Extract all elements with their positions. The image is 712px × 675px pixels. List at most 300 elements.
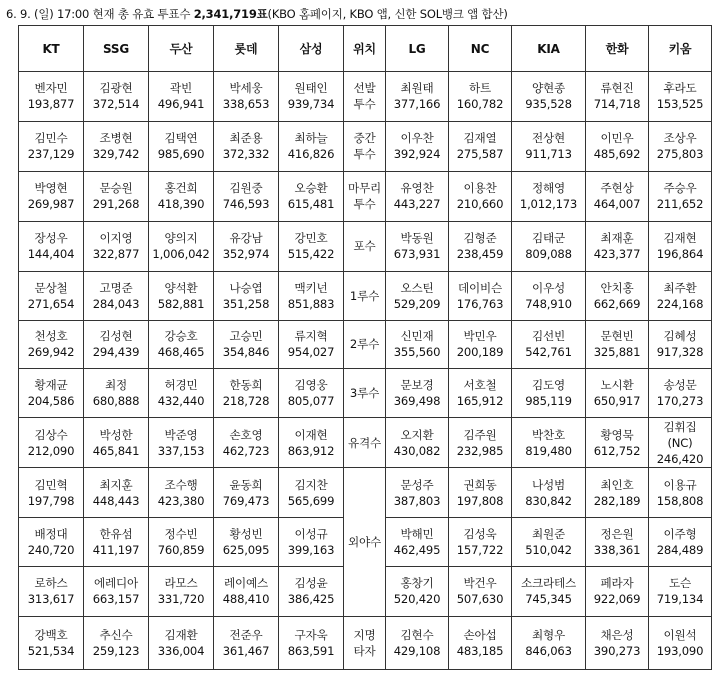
player-cell: [512, 616, 586, 669]
table-row: [19, 369, 712, 418]
player-name: 문보경: [400, 378, 434, 393]
player-cell: [214, 221, 279, 271]
player-cell: [512, 518, 586, 567]
player-cell: [512, 121, 586, 171]
player-votes: 153,525: [656, 97, 704, 112]
player-name: 박영현: [34, 181, 68, 196]
player-votes: 338,653: [222, 97, 270, 112]
player-cell: [386, 72, 449, 122]
player-votes: 542,761: [525, 345, 572, 360]
player-votes: 259,123: [92, 643, 140, 658]
player-cell: [386, 616, 449, 669]
player-votes: 158,808: [656, 493, 704, 508]
player-votes: 464,007: [593, 197, 641, 212]
player-name: 레이예스: [224, 576, 268, 591]
player-name: 김민수: [34, 131, 68, 146]
player-votes: 411,197: [92, 543, 140, 558]
player-name: 조수행: [164, 477, 198, 492]
player-votes: 745,345: [525, 592, 572, 607]
player-cell: [214, 567, 279, 617]
player-cell: [386, 468, 449, 518]
player-votes: 212,090: [27, 443, 75, 458]
player-votes: 819,480: [525, 443, 572, 458]
player-cell: [279, 418, 344, 468]
player-cell: [512, 369, 586, 418]
player-name: 김현수: [400, 627, 434, 642]
player-votes: 193,877: [27, 97, 75, 112]
player-cell: [214, 72, 279, 122]
player-votes: 351,258: [222, 296, 270, 311]
player-votes: 521,534: [27, 643, 75, 658]
player-name: 오스틴: [400, 280, 434, 295]
player-name: 송성문: [663, 378, 697, 393]
player-cell: [386, 221, 449, 271]
player-name: 문승원: [99, 181, 133, 196]
player-name: 이원석: [663, 627, 697, 642]
player-cell: [649, 567, 712, 617]
player-votes: 939,734: [287, 97, 335, 112]
player-votes: 232,985: [456, 443, 504, 458]
player-votes: 496,941: [157, 97, 205, 112]
player-name: 최주환: [663, 280, 697, 295]
player-votes: 176,763: [456, 296, 504, 311]
player-cell: [149, 418, 214, 468]
player-votes: 331,720: [157, 592, 205, 607]
player-name: 박건우: [463, 576, 497, 591]
player-name: 로하스: [34, 576, 68, 591]
player-name: 이민우: [600, 131, 634, 146]
player-cell: [149, 616, 214, 669]
player-votes: 429,108: [393, 643, 441, 658]
player-name: 김휘집 (NC): [663, 419, 697, 450]
player-votes: 510,042: [525, 543, 572, 558]
player-votes: 582,881: [157, 296, 205, 311]
player-votes: 846,063: [525, 643, 572, 658]
player-cell: [149, 518, 214, 567]
column-header: KIA: [512, 26, 586, 72]
player-name: 박세웅: [229, 81, 263, 96]
player-cell: [512, 171, 586, 221]
player-cell: [149, 121, 214, 171]
player-name: 라모스: [164, 576, 198, 591]
player-votes: 418,390: [157, 197, 205, 212]
player-name: 이용찬: [463, 181, 497, 196]
player-votes: 352,974: [222, 247, 270, 262]
player-cell: [449, 616, 512, 669]
player-cell: [149, 468, 214, 518]
player-cell: [84, 171, 149, 221]
player-name: 홍창기: [400, 576, 434, 591]
player-name: 홍건희: [164, 181, 198, 196]
player-votes: 354,846: [222, 345, 270, 360]
player-name: 서호철: [463, 378, 497, 393]
player-votes: 760,859: [157, 543, 205, 558]
player-cell: [19, 72, 84, 122]
player-name: 김선빈: [532, 329, 565, 344]
player-votes: 399,163: [287, 543, 335, 558]
player-name: 곽빈: [170, 81, 192, 96]
player-cell: [586, 72, 649, 122]
player-name: 페라자: [600, 576, 634, 591]
player-cell: [386, 369, 449, 418]
player-name: 정수빈: [164, 527, 198, 542]
player-cell: [649, 518, 712, 567]
player-cell: [279, 616, 344, 669]
player-name: 강백호: [34, 627, 68, 642]
player-cell: [19, 616, 84, 669]
player-cell: [649, 171, 712, 221]
column-header: LG: [386, 26, 449, 72]
player-cell: [449, 418, 512, 468]
player-cell: [649, 221, 712, 271]
player-name: 이우찬: [400, 131, 434, 146]
player-cell: [214, 418, 279, 468]
position-cell: 선발 투수: [344, 72, 386, 122]
player-cell: [214, 121, 279, 171]
player-votes: 165,912: [456, 394, 504, 409]
player-name: 양현종: [532, 81, 565, 96]
player-votes: 387,803: [393, 493, 441, 508]
player-votes: 204,586: [27, 394, 75, 409]
player-name: 조병현: [99, 131, 133, 146]
player-votes: 170,273: [656, 394, 704, 409]
player-votes: 322,877: [92, 247, 140, 262]
player-votes: 329,742: [92, 147, 140, 162]
player-votes: 911,713: [525, 147, 572, 162]
player-name: 소크라테스: [521, 576, 576, 591]
player-name: 정해영: [532, 181, 565, 196]
player-votes: 211,652: [656, 197, 704, 212]
player-votes: 462,723: [222, 443, 270, 458]
player-votes: 448,443: [92, 493, 140, 508]
player-name: 박준영: [164, 427, 198, 442]
player-cell: [84, 468, 149, 518]
player-cell: [386, 418, 449, 468]
player-votes: 663,157: [92, 592, 140, 607]
player-votes: 748,910: [525, 296, 572, 311]
player-name: 박해민: [400, 527, 434, 542]
player-cell: [649, 121, 712, 171]
player-cell: [586, 271, 649, 320]
player-name: 문현빈: [600, 329, 634, 344]
player-votes: 200,189: [456, 345, 504, 360]
player-name: 최하늘: [294, 131, 328, 146]
player-votes: 769,473: [222, 493, 270, 508]
player-name: 이재현: [294, 427, 328, 442]
player-cell: [586, 320, 649, 369]
player-name: 박성한: [99, 427, 133, 442]
player-votes: 662,669: [593, 296, 641, 311]
all-star-vote-table: [18, 25, 712, 670]
player-votes: 830,842: [525, 493, 572, 508]
header-prefix: 6. 9. (일) 17:00 현재 총 유효 투표수: [6, 7, 194, 21]
player-votes: 282,189: [593, 493, 641, 508]
position-cell: 2루수: [344, 320, 386, 369]
player-cell: [19, 121, 84, 171]
player-name: 전준우: [229, 627, 263, 642]
player-name: 최정: [105, 378, 127, 393]
position-cell: 유격수: [344, 418, 386, 468]
position-cell: 중간 투수: [344, 121, 386, 171]
player-votes: 615,481: [287, 197, 335, 212]
player-cell: [84, 320, 149, 369]
column-header: SSG: [84, 26, 149, 72]
player-cell: [449, 271, 512, 320]
player-votes: 423,377: [593, 247, 641, 262]
player-cell: [84, 518, 149, 567]
player-name: 하트: [469, 81, 491, 96]
player-cell: [449, 121, 512, 171]
player-name: 천성호: [34, 329, 68, 344]
player-votes: 673,931: [393, 247, 441, 262]
player-votes: 337,153: [157, 443, 205, 458]
player-votes: 809,088: [525, 247, 572, 262]
player-cell: [84, 616, 149, 669]
player-votes: 313,617: [27, 592, 75, 607]
player-name: 신민재: [400, 329, 434, 344]
player-votes: 197,808: [456, 493, 504, 508]
player-votes: 157,722: [456, 543, 504, 558]
player-name: 최인호: [600, 477, 634, 492]
player-votes: 372,514: [92, 97, 140, 112]
player-votes: 423,380: [157, 493, 205, 508]
player-votes: 218,728: [222, 394, 270, 409]
player-name: 벤자민: [34, 81, 68, 96]
player-name: 김원중: [229, 181, 263, 196]
player-cell: [84, 567, 149, 617]
player-cell: [512, 72, 586, 122]
player-cell: [214, 616, 279, 669]
player-cell: [449, 171, 512, 221]
player-cell: [386, 121, 449, 171]
player-cell: [279, 121, 344, 171]
player-cell: [279, 369, 344, 418]
player-votes: 284,489: [656, 543, 704, 558]
column-header: 한화: [586, 26, 649, 72]
player-votes: 160,782: [456, 97, 504, 112]
player-cell: [586, 418, 649, 468]
player-votes: 485,692: [593, 147, 641, 162]
player-name: 손아섭: [463, 627, 497, 642]
player-name: 손호영: [229, 427, 263, 442]
player-name: 김성욱: [463, 527, 497, 542]
player-name: 허경민: [164, 378, 198, 393]
column-header: 키움: [649, 26, 712, 72]
player-votes: 863,912: [287, 443, 335, 458]
player-name: 최형우: [532, 627, 565, 642]
player-name: 박민우: [463, 329, 497, 344]
table-row: [19, 221, 712, 271]
player-name: 문상철: [34, 280, 68, 295]
player-votes: 224,168: [656, 296, 704, 311]
player-cell: [19, 468, 84, 518]
player-votes: 954,027: [287, 345, 335, 360]
player-votes: 238,459: [456, 247, 504, 262]
player-name: 강승호: [164, 329, 198, 344]
player-name: 김재환: [164, 627, 198, 642]
column-header: 삼성: [279, 26, 344, 72]
player-votes: 416,826: [287, 147, 335, 162]
position-cell: 1루수: [344, 271, 386, 320]
player-name: 강민호: [294, 231, 328, 246]
column-header: 두산: [149, 26, 214, 72]
player-name: 김재현: [663, 231, 697, 246]
player-cell: [19, 369, 84, 418]
player-cell: [649, 418, 712, 468]
player-votes: 338,361: [593, 543, 641, 558]
player-votes: 529,209: [393, 296, 441, 311]
player-name: 김성현: [99, 329, 133, 344]
player-cell: [279, 72, 344, 122]
player-cell: [279, 320, 344, 369]
player-cell: [449, 468, 512, 518]
player-votes: 193,090: [656, 643, 704, 658]
player-cell: [214, 320, 279, 369]
player-cell: [586, 221, 649, 271]
player-name: 박찬호: [532, 427, 565, 442]
table-row: [19, 171, 712, 221]
position-cell: 포수: [344, 221, 386, 271]
player-cell: [149, 369, 214, 418]
player-cell: [586, 369, 649, 418]
player-name: 나승엽: [229, 280, 263, 295]
player-cell: [649, 320, 712, 369]
player-name: 김광현: [99, 81, 133, 96]
player-cell: [19, 271, 84, 320]
player-votes: 746,593: [222, 197, 270, 212]
player-name: 김주원: [463, 427, 497, 442]
player-cell: [512, 418, 586, 468]
player-votes: 922,069: [593, 592, 641, 607]
player-cell: [449, 369, 512, 418]
player-name: 배정대: [34, 527, 68, 542]
player-name: 한유섬: [99, 527, 133, 542]
player-votes: 714,718: [593, 97, 641, 112]
position-cell: 마무리 투수: [344, 171, 386, 221]
player-name: 최지훈: [99, 477, 133, 492]
table-row: [19, 468, 712, 518]
player-cell: [449, 221, 512, 271]
player-cell: [149, 171, 214, 221]
table-row: [19, 271, 712, 320]
player-cell: [279, 518, 344, 567]
player-name: 구자욱: [294, 627, 328, 642]
player-name: 박동원: [400, 231, 434, 246]
player-cell: [19, 171, 84, 221]
player-votes: 197,798: [27, 493, 75, 508]
player-cell: [214, 518, 279, 567]
player-cell: [649, 468, 712, 518]
player-name: 김영웅: [294, 378, 328, 393]
player-name: 맥키넌: [294, 280, 328, 295]
player-name: 에레디아: [94, 576, 138, 591]
player-cell: [386, 171, 449, 221]
player-votes: 275,587: [456, 147, 504, 162]
player-cell: [512, 320, 586, 369]
player-votes: 325,881: [593, 345, 641, 360]
position-cell: 3루수: [344, 369, 386, 418]
player-votes: 336,004: [157, 643, 205, 658]
player-votes: 271,654: [27, 296, 75, 311]
player-name: 김상수: [34, 427, 68, 442]
column-header: 롯데: [214, 26, 279, 72]
player-name: 최준용: [229, 131, 263, 146]
player-votes: 294,439: [92, 345, 140, 360]
player-votes: 443,227: [393, 197, 441, 212]
player-votes: 240,720: [27, 543, 75, 558]
player-name: 주현상: [600, 181, 634, 196]
player-votes: 462,495: [393, 543, 441, 558]
player-votes: 246,420: [656, 451, 704, 466]
player-votes: 935,528: [525, 97, 572, 112]
player-name: 최재훈: [600, 231, 634, 246]
player-votes: 284,043: [92, 296, 140, 311]
player-name: 유영찬: [400, 181, 434, 196]
player-name: 김도영: [532, 378, 565, 393]
player-name: 이용규: [663, 477, 697, 492]
player-cell: [19, 518, 84, 567]
player-name: 최원준: [532, 527, 565, 542]
player-votes: 390,273: [593, 643, 641, 658]
player-cell: [149, 221, 214, 271]
player-votes: 386,425: [287, 592, 335, 607]
player-cell: [84, 72, 149, 122]
player-cell: [19, 221, 84, 271]
player-cell: [586, 616, 649, 669]
player-votes: 565,699: [287, 493, 335, 508]
player-cell: [84, 221, 149, 271]
player-name: 문성주: [400, 477, 434, 492]
player-name: 이우성: [532, 280, 565, 295]
player-name: 조상우: [663, 131, 697, 146]
player-name: 양석환: [164, 280, 198, 295]
player-cell: [214, 271, 279, 320]
player-cell: [386, 320, 449, 369]
player-cell: [84, 418, 149, 468]
player-votes: 625,095: [222, 543, 270, 558]
player-votes: 805,077: [287, 394, 335, 409]
player-name: 노시환: [600, 378, 634, 393]
player-cell: [649, 271, 712, 320]
player-votes: 269,987: [27, 197, 75, 212]
player-name: 황재균: [34, 378, 68, 393]
player-cell: [586, 121, 649, 171]
player-votes: 985,690: [157, 147, 205, 162]
player-cell: [279, 567, 344, 617]
player-name: 추신수: [99, 627, 133, 642]
player-name: 황성빈: [229, 527, 263, 542]
player-cell: [214, 171, 279, 221]
player-name: 고명준: [99, 280, 133, 295]
player-name: 정은원: [600, 527, 634, 542]
player-cell: [386, 271, 449, 320]
player-cell: [279, 221, 344, 271]
player-name: 후라도: [663, 81, 697, 96]
player-name: 나성범: [532, 477, 565, 492]
player-name: 주승우: [663, 181, 697, 196]
player-cell: [649, 72, 712, 122]
player-cell: [149, 320, 214, 369]
player-name: 황영묵: [600, 427, 634, 442]
player-cell: [449, 320, 512, 369]
header-suffix: (KBO 홈페이지, KBO 앱, 신한 SOL뱅크 앱 합산): [267, 7, 508, 21]
player-votes: 985,119: [525, 394, 572, 409]
column-header: KT: [19, 26, 84, 72]
player-cell: [512, 468, 586, 518]
table-row: [19, 121, 712, 171]
player-name: 안치홍: [600, 280, 634, 295]
player-cell: [512, 271, 586, 320]
